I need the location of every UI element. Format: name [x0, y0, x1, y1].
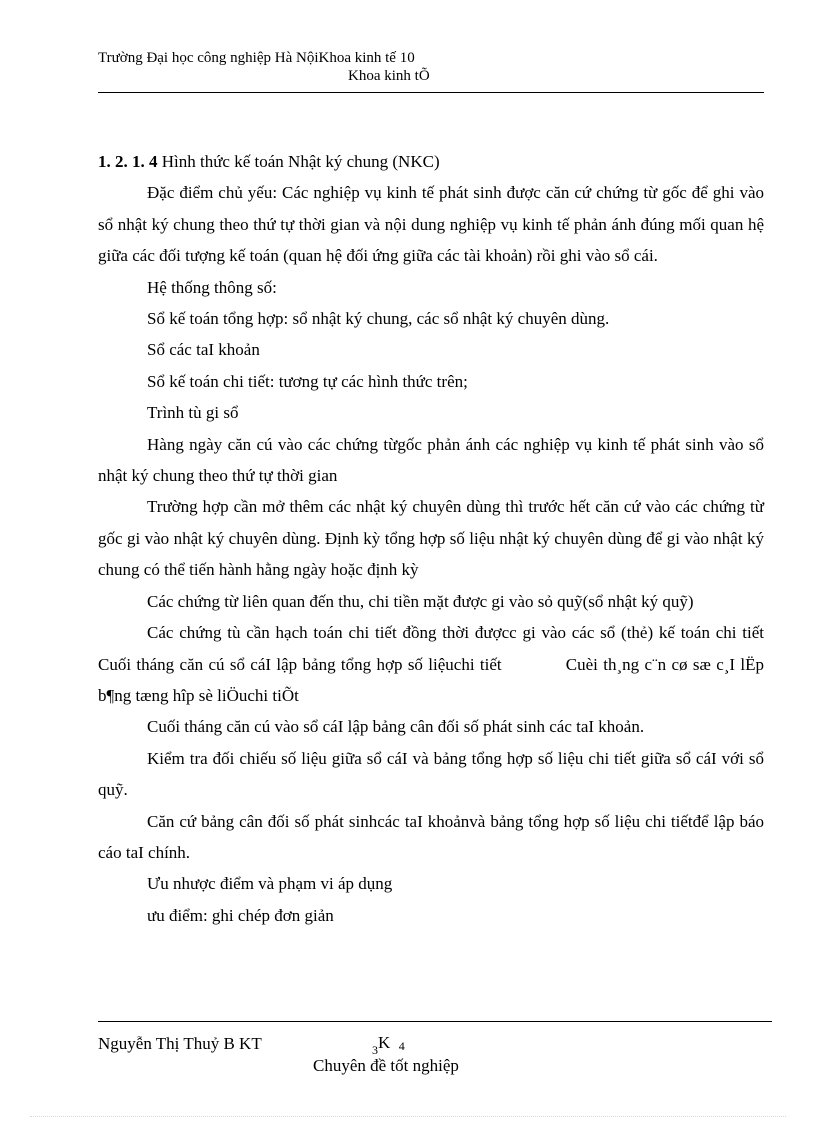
footer-title: Chuyên đề tốt nghiệp — [313, 1056, 459, 1075]
header-school-line: Trường Đại học công nghiệp Hà NộiKhoa kinh tế 10 — [98, 50, 415, 66]
footer-author: Nguyễn Thị Thuỷ B KT — [98, 1034, 262, 1053]
paragraph-recording-order: Trình tù gi sổ — [147, 403, 239, 423]
paragraph-detail-ledger: Sổ kế toán chi tiết: tương tự các hình thức trên; — [147, 371, 468, 391]
paragraph-general-ledger: Sổ kế toán tổng hợp: sổ nhật ký chung, các sổ nhật ký chuyên dùng. — [147, 309, 610, 329]
paragraph-pros-cons: Ưu nhược điểm và phạm vi áp dụng — [147, 874, 393, 894]
paragraph-garbled-text: Cuèi th¸ng c¨n cø sæ c¸I lËp b¶ng tæng hîp sè liÖuchi tiÕt — [98, 654, 765, 705]
section-heading — [98, 146, 764, 177]
footer-class-sub: 3 — [372, 1043, 378, 1057]
paragraph-special-journal: Trường hợp cần mở thêm các nhật ký chuyên dùng thì trước hết căn cứ vào các chứng từ gốc gi vào nhật ký chuyên dùng. Định kỳ tổng hợp số liệu nhật ký chuyên dùng để gi vào nhật ký chung có thể tiến hành hằng ngày hoặc định kỳ — [98, 497, 764, 580]
paragraph-advantage: ưu điểm: ghi chép đơn giản — [147, 905, 334, 925]
footer-class-code — [372, 1033, 405, 1057]
paragraph-characteristics: Đặc điểm chủ yếu: Các nghiệp vụ kinh tế phát sinh được căn cứ chứng từ gốc để ghi vào sổ nhật ký chung theo thứ tự thời gian và nội dung nghiệp vụ kinh tế phản ánh đúng mối quan hệ giữa các đối tượng kế toán (quan hệ đối ứng giữa các tài khoản) rồi ghi vào sổ cái. — [98, 183, 764, 266]
paragraph-system-heading: Hệ thống thông số: — [147, 277, 277, 297]
paragraph-daily: Hàng ngày căn cú vào các chứng từgốc phản ánh các nghiệp vụ kinh tế phát sinh vào sổ nhật ký chung theo thứ tự thời gian — [98, 434, 764, 486]
page-bottom-dotted-line — [30, 1116, 786, 1117]
footer-class-main: K — [378, 1033, 391, 1052]
paragraph-reconciliation: Kiểm tra đối chiếu số liệu giữa sổ cáI và bảng tổng hợp số liệu chi tiết giữa sổ cáI với sổ quỹ. — [98, 748, 764, 800]
header-divider — [98, 92, 764, 93]
section-number: 1. 2. 1. 4 — [98, 152, 158, 171]
paragraph-account-ledger: Sổ các taI khoản — [147, 340, 260, 360]
footer-class-num: 4 — [398, 1039, 405, 1053]
paragraph-cash-book: Các chứng từ liên quan đến thu, chi tiền mặt được gi vào sỏ quỹ(sổ nhật ký quỹ) — [147, 591, 694, 611]
paragraph-detail-accounting-text: Các chứng tù cần hạch toán chi tiết đồng thời đượcc gi vào các sổ (thẻ) kế toán chi tiết Cuối tháng căn cú sổ cáI lập bảng tổng hợp số liệuchi tiết — [98, 623, 764, 674]
header-faculty-line: Khoa kinh tÕ — [348, 68, 430, 84]
document-body — [98, 146, 764, 931]
footer-divider — [98, 1021, 772, 1022]
paragraph-financial-report: Căn cứ bảng cân đối số phát sinhcác taI khoảnvà bảng tổng hợp số liệu chi tiếtđể lập báo cáo taI chính. — [98, 811, 764, 862]
paragraph-month-end: Cuối tháng căn cú vào sổ cáI lập bảng cân đối số phát sinh các taI khoản. — [147, 717, 645, 737]
section-title: Hình thức kế toán Nhật ký chung (NKC) — [161, 152, 440, 171]
paragraph-detail-accounting — [98, 617, 764, 711]
